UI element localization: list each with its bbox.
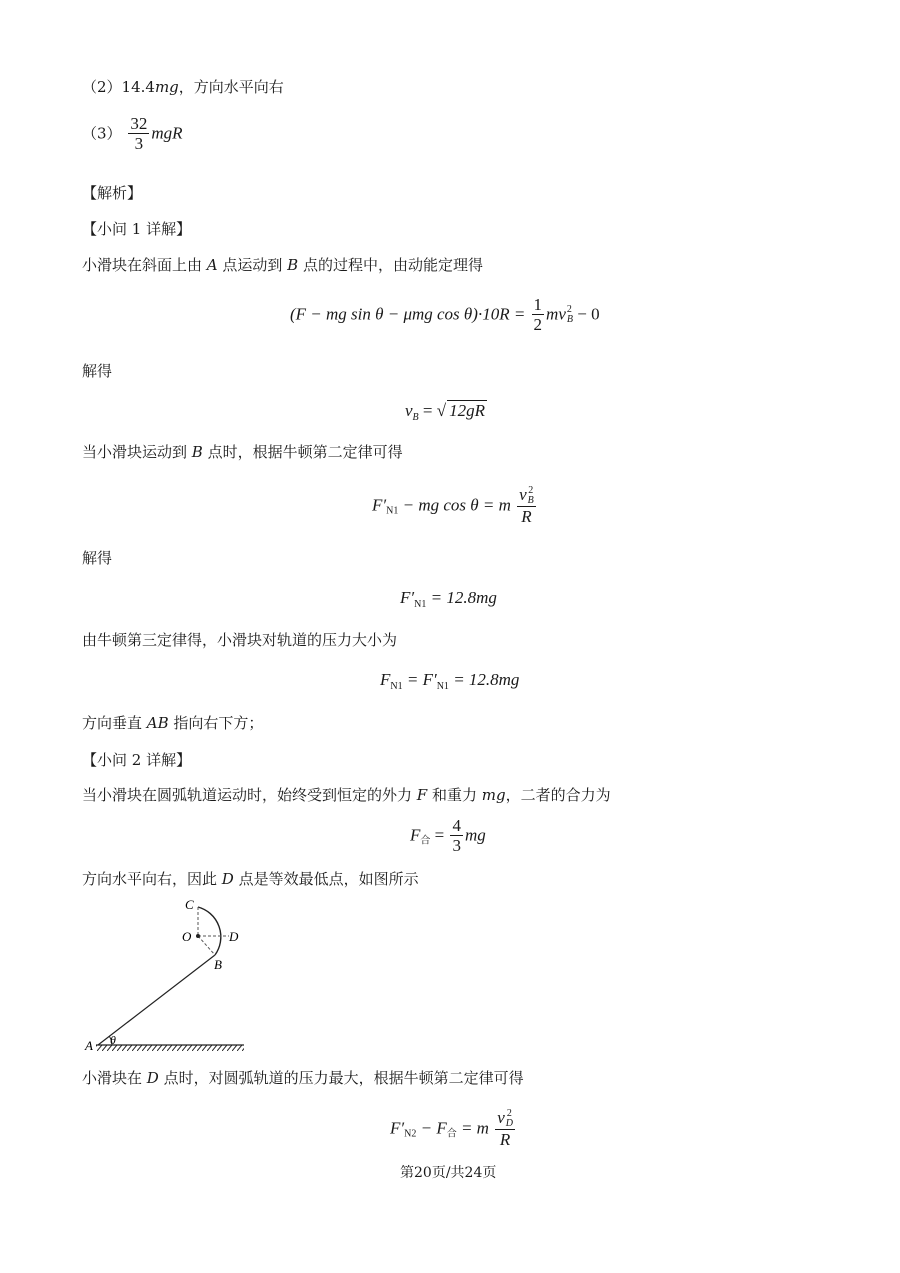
p5-text-a: 当小滑块在圆弧轨道运动时，始终受到恒定的外力 — [82, 786, 417, 804]
solve-2: 解得 — [82, 549, 113, 567]
eq6-fraction — [450, 816, 463, 855]
label-c: C — [185, 897, 194, 912]
p5-force-f: F — [416, 786, 428, 804]
p1-text-b: 点运动到 — [217, 256, 288, 274]
eq3-den: R — [521, 507, 532, 527]
label-b: B — [214, 957, 222, 972]
p5-text-b: 和重力 — [427, 786, 482, 804]
equation-work-energy — [290, 295, 600, 334]
paragraph-6 — [82, 869, 419, 889]
p2-point-b: B — [191, 443, 203, 461]
eq7-equals: = m — [460, 1118, 489, 1138]
eq6-den: 3 — [452, 836, 461, 855]
eq7-middle: − F — [420, 1118, 447, 1138]
p7-text-a: 小滑块在 — [82, 1069, 147, 1087]
eq5-middle: = F′ — [406, 670, 437, 689]
eq7-num-v: v — [497, 1108, 505, 1127]
eq3-force-sub: N1 — [386, 505, 399, 517]
eq4-force-sub: N1 — [414, 599, 427, 610]
eq7-fraction — [495, 1108, 515, 1149]
equation-newton-b — [372, 485, 538, 526]
eq1-velocity: v — [558, 304, 566, 324]
eq6-unit: mg — [464, 825, 486, 845]
p5-text-c: ，二者的合力为 — [505, 786, 611, 804]
eq1-v-sup: 2 — [566, 303, 572, 315]
eq5-force2-sub: N1 — [436, 681, 449, 692]
answer-2 — [82, 77, 284, 97]
p5-gravity: mg — [481, 786, 506, 804]
equation-third-law — [380, 670, 519, 692]
paragraph-4 — [82, 713, 263, 733]
ground-hatch — [96, 1045, 244, 1051]
eq2-radicand: 12gR — [449, 401, 485, 420]
eq1-mass: m — [546, 304, 559, 324]
eq6-force-sub: 合 — [420, 835, 431, 847]
p1-text-a: 小滑块在斜面上由 — [82, 256, 207, 274]
eq1-half-den: 2 — [533, 315, 543, 334]
p2-text-a: 当小滑块运动到 — [82, 443, 192, 461]
eq6-force: F — [410, 825, 421, 845]
eq5-force-sub: N1 — [390, 681, 403, 692]
page-footer: 第20页/共24页 — [400, 1165, 497, 1181]
p4-segment-ab: AB — [146, 714, 169, 732]
eq5-rhs: = 12.8mg — [453, 670, 520, 689]
eq3-middle: − mg cos θ = m — [402, 495, 511, 515]
eq7-force: F′ — [390, 1118, 405, 1138]
p6-text-b: 点是等效最低点，如图所示 — [233, 870, 419, 888]
incline-ab — [98, 955, 215, 1045]
label-o: O — [182, 929, 192, 944]
label-theta: θ — [110, 1033, 116, 1047]
eq4-force: F′ — [400, 588, 415, 607]
equation-net-force — [410, 816, 486, 855]
answer-2-unit: mg — [154, 78, 179, 96]
eq3-num-sup: 2 — [528, 485, 534, 497]
paragraph-3: 由牛顿第三定律得，小滑块对轨道的压力大小为 — [82, 631, 398, 649]
p1-text-c: 点的过程中，由动能定理得 — [298, 256, 483, 274]
eq6-num: 4 — [452, 816, 461, 835]
answer-2-direction: ，方向水平向右 — [178, 78, 284, 96]
eq7-force2-sub: 合 — [446, 1128, 457, 1140]
analysis-header: 【解析】 — [82, 184, 143, 202]
p6-point-d: D — [221, 870, 234, 888]
p4-text-b: 指向右下方； — [168, 714, 264, 732]
answer-2-value: 14.4 — [121, 78, 155, 96]
equation-newton-d — [390, 1108, 517, 1149]
label-a: A — [85, 1038, 93, 1053]
p6-text-a: 方向水平向右，因此 — [82, 870, 222, 888]
p1-point-b: B — [287, 256, 299, 274]
eq3-force: F′ — [372, 495, 387, 515]
label-d: D — [229, 929, 239, 944]
eq3-fraction — [517, 485, 536, 526]
center-point-o — [196, 934, 200, 938]
eq1-velocity-indices — [567, 305, 573, 325]
equation-fn1 — [400, 588, 497, 610]
p4-text-a: 方向垂直 — [82, 714, 147, 732]
p1-point-a: A — [206, 256, 218, 274]
paragraph-5 — [82, 785, 611, 805]
eq1-rhs: − 0 — [577, 304, 600, 324]
eq4-rhs: = 12.8mg — [430, 588, 497, 607]
eq3-num-v: v — [519, 485, 527, 504]
eq5-force: F — [380, 670, 391, 689]
paragraph-1 — [82, 255, 483, 275]
answer-3-numerator: 32 — [130, 114, 148, 133]
eq7-force-sub: N2 — [404, 1128, 417, 1140]
eq1-lhs: (F − mg sin θ − μmg cos θ)·10R = — [290, 304, 526, 324]
radius-ob — [198, 936, 215, 955]
p7-point-d: D — [146, 1069, 159, 1087]
eq2-v-sub: B — [412, 412, 419, 423]
eq2-equals: = — [422, 401, 433, 420]
eq1-v-sub: B — [566, 313, 573, 325]
sqrt-symbol: √ — [436, 401, 447, 420]
paragraph-7 — [82, 1068, 524, 1088]
eq7-num-sup: 2 — [506, 1108, 512, 1120]
eq7-den: R — [499, 1130, 511, 1150]
paragraph-2 — [82, 442, 403, 462]
eq3-num-sub: B — [527, 495, 534, 507]
answer-3-denominator: 3 — [134, 134, 144, 153]
answer-3 — [82, 114, 183, 153]
q2-header: 【小问 2 详解】 — [82, 751, 192, 769]
eq1-half-num: 1 — [533, 295, 543, 314]
eq2-velocity: v — [405, 401, 413, 420]
circular-track-arc — [198, 907, 221, 955]
answer-3-fraction — [128, 114, 149, 153]
answer-3-unit: mgR — [151, 123, 183, 143]
track-diagram — [82, 895, 252, 1060]
p7-text-b: 点时，对圆弧轨道的压力最大，根据牛顿第二定律可得 — [158, 1069, 524, 1087]
eq1-half-fraction — [532, 295, 545, 334]
solve-1: 解得 — [82, 362, 113, 380]
equation-vb — [405, 400, 487, 423]
q1-header: 【小问 1 详解】 — [82, 220, 192, 238]
eq7-num-sub: D — [505, 1118, 513, 1130]
p2-text-b: 点时，根据牛顿第二定律可得 — [202, 443, 403, 461]
eq6-equals: = — [434, 825, 445, 845]
answer-3-label: （3） — [82, 124, 122, 143]
answer-2-label: （2） — [82, 78, 122, 96]
